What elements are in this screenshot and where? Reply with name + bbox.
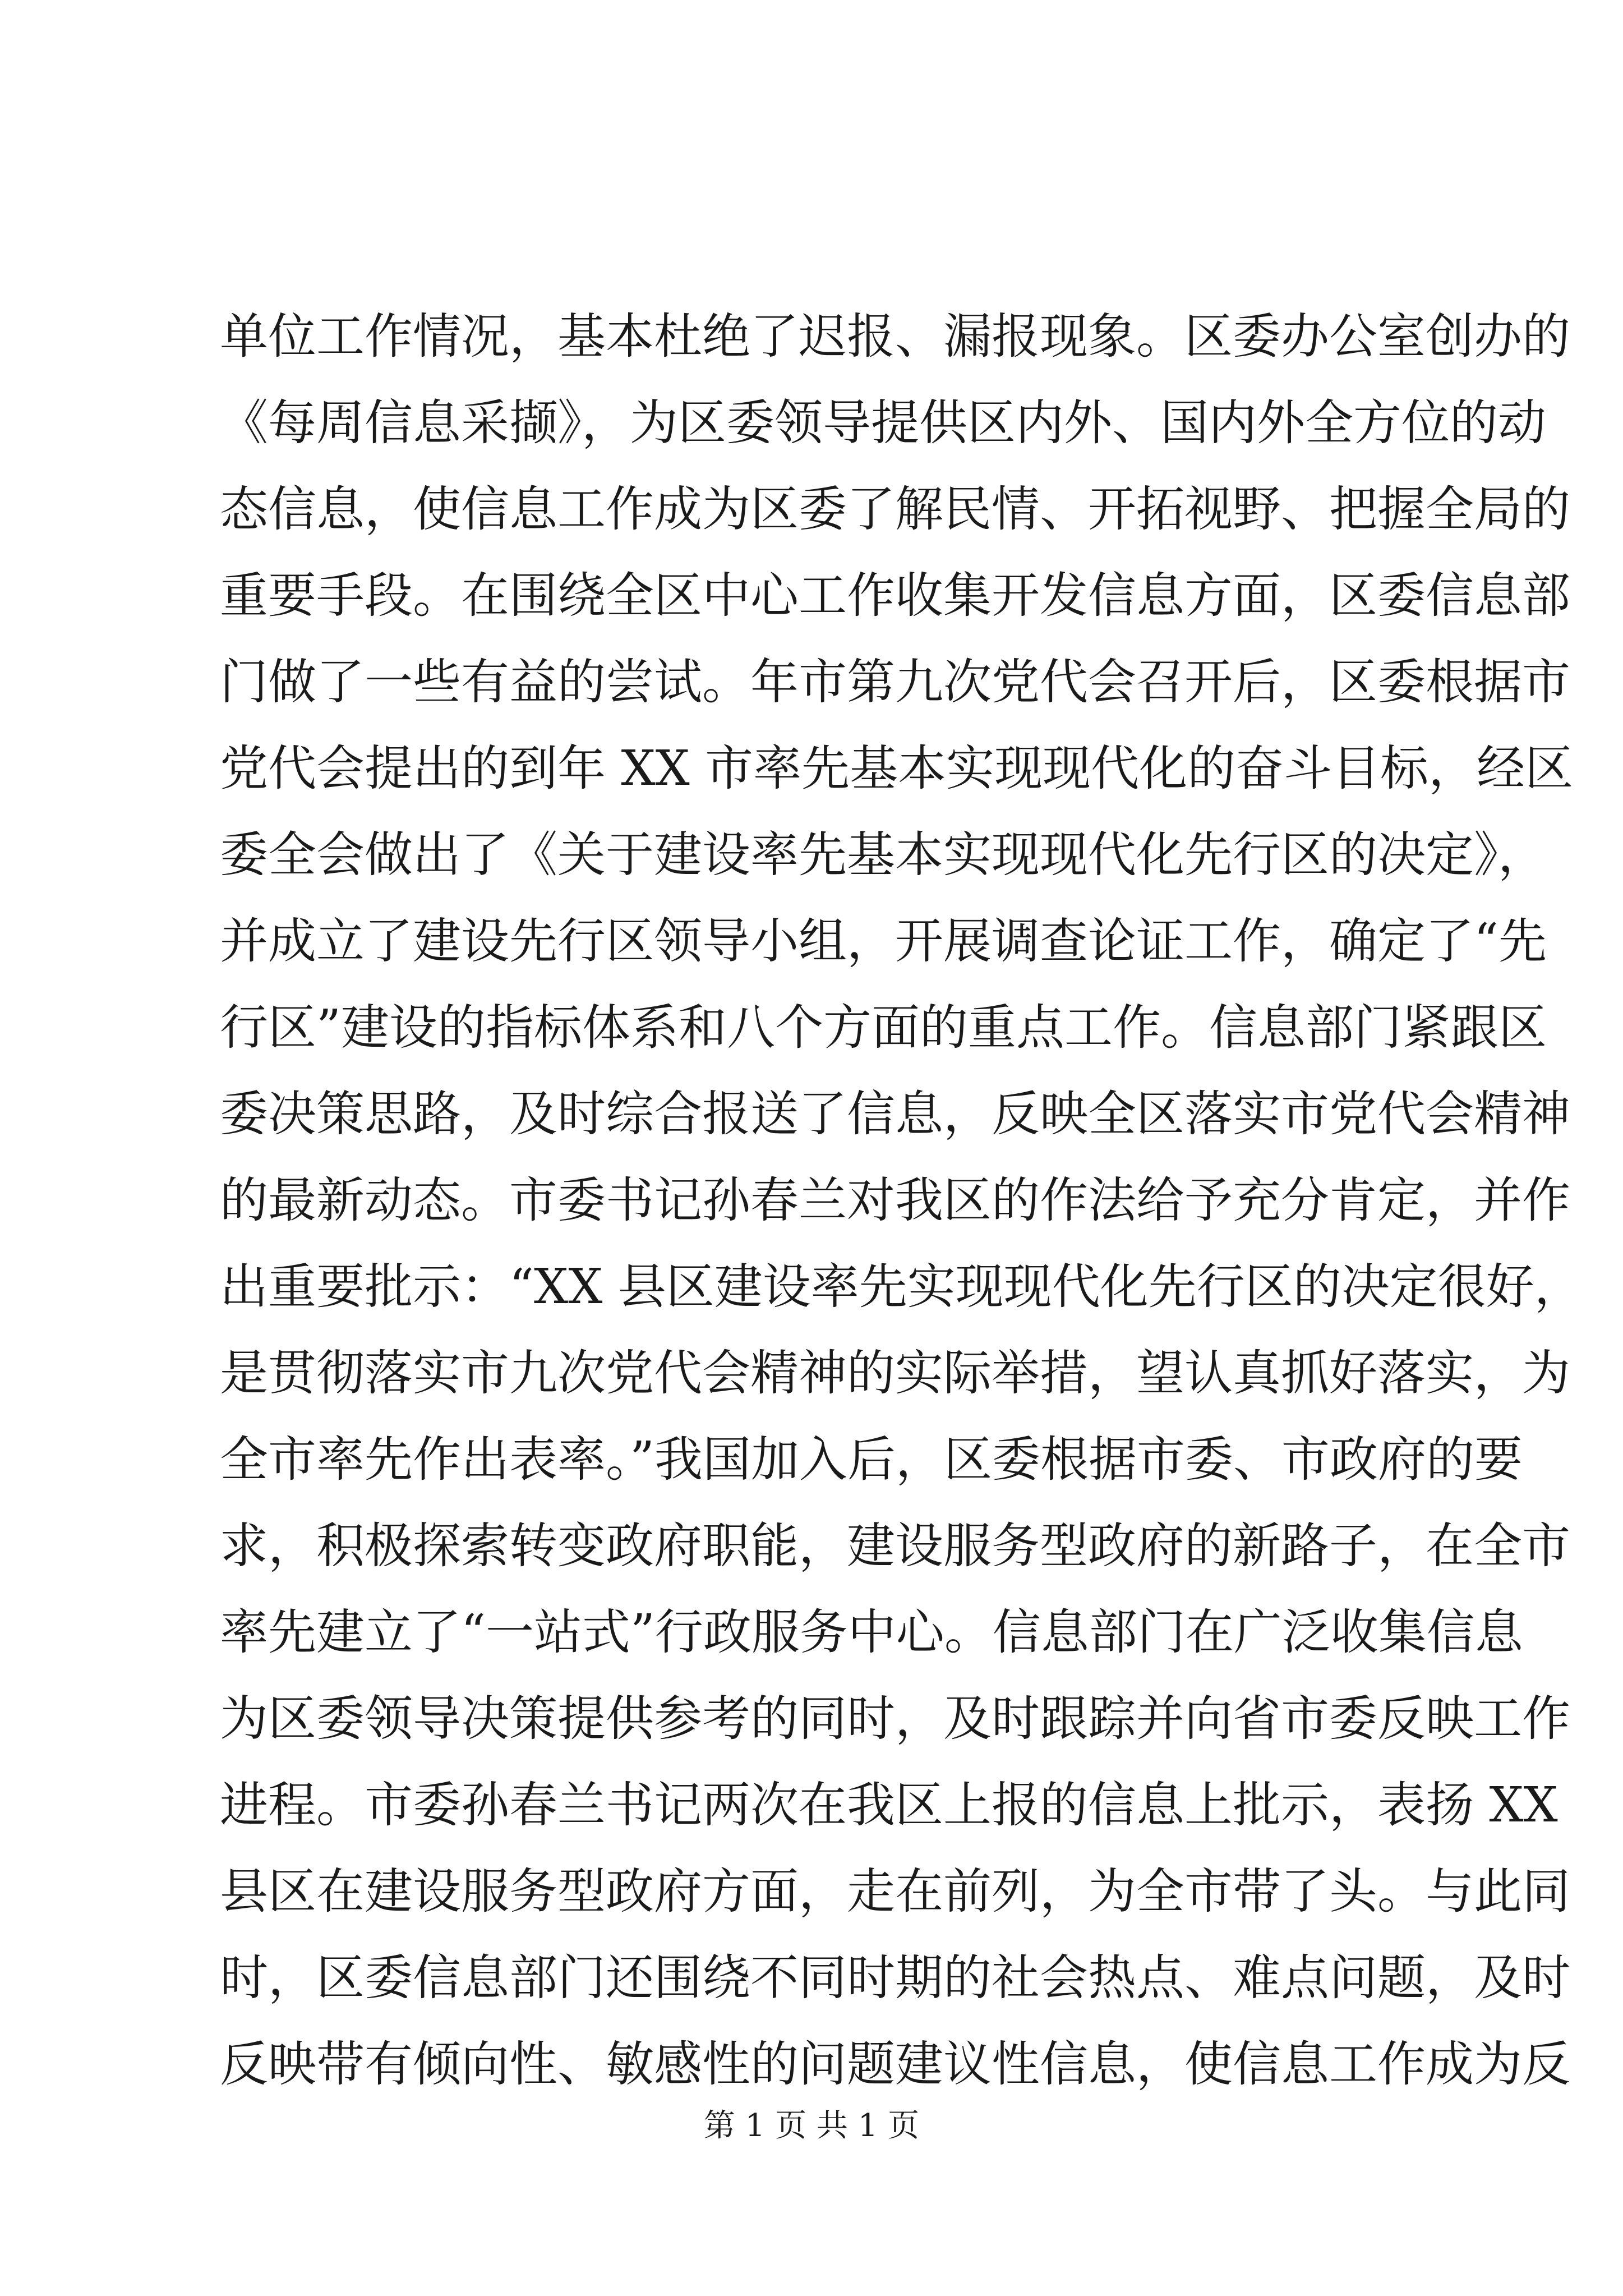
text-line: 反映带有倾向性、敏感性的问题建议性信息，使信息工作成为反 xyxy=(220,2036,1570,2092)
text-line: 并成立了建设先行区领导小组，开展调查论证工作，确定了“先 xyxy=(220,913,1547,969)
text-line: 率先建立了“一站式”行政服务中心。信息部门在广泛收集信息 xyxy=(220,1604,1523,1660)
text-line: 县区在建设服务型政府方面，走在前列，为全市带了头。与此同 xyxy=(220,1864,1570,1920)
text-line: 的最新动态。市委书记孙春兰对我区的作法给予充分肯定，并作 xyxy=(220,1172,1570,1228)
text-line: 行区”建设的指标体系和八个方面的重点工作。信息部门紧跟区 xyxy=(220,1000,1547,1056)
text-line: 时，区委信息部门还围绕不同时期的社会热点、难点问题，及时 xyxy=(220,1950,1570,2006)
text-line: 为区委领导决策提供参考的同时，及时跟踪并向省市委反映工作 xyxy=(220,1691,1570,1747)
text-line: 重要手段。在围绕全区中心工作收集开发信息方面，区委信息部 xyxy=(220,568,1570,624)
text-line: 委决策思路，及时综合报送了信息，反映全区落实市党代会精神 xyxy=(220,1086,1570,1142)
text-line: 单位工作情况，基本杜绝了迟报、漏报现象。区委办公室创办的 xyxy=(220,309,1570,365)
text-line: 党代会提出的到年 XX 市率先基本实现现代化的奋斗目标，经区 xyxy=(220,740,1574,797)
text-line: 全市率先作出表率。”我国加入后，区委根据市委、市政府的要 xyxy=(220,1432,1523,1488)
text-line: 《每周信息采撷》，为区委领导提供区内外、国内外全方位的动 xyxy=(220,395,1546,451)
page-footer: 第 1 页 共 1 页 xyxy=(703,2108,920,2144)
text-line: 进程。市委孙春兰书记两次在我区上报的信息上批示，表扬 XX xyxy=(220,1777,1558,1833)
text-line: 出重要批示：“XX 县区建设率先实现现代化先行区的决定很好， xyxy=(220,1259,1583,1315)
text-line: 态信息，使信息工作成为区委了解民情、开拓视野、把握全局的 xyxy=(220,481,1570,537)
text-line: 委全会做出了《关于建设率先基本实现现代化先行区的决定》， xyxy=(220,827,1546,883)
text-line: 是贯彻落实市九次党代会精神的实际举措，望认真抓好落实，为 xyxy=(220,1345,1570,1401)
text-line: 求，积极探索转变政府职能，建设服务型政府的新路子，在全市 xyxy=(220,1518,1570,1574)
text-line: 门做了一些有益的尝试。年市第九次党代会召开后，区委根据市 xyxy=(220,654,1570,710)
